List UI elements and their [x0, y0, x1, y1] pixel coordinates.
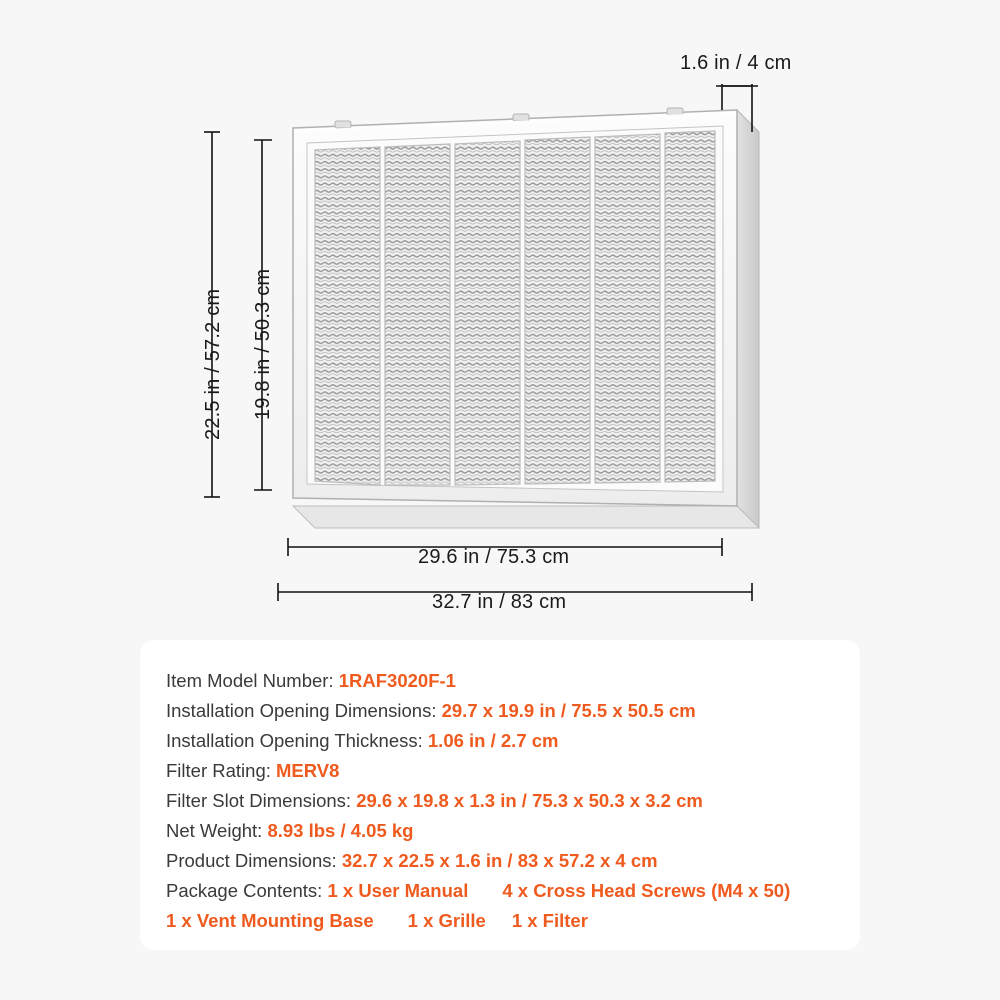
spec-row-filter-slot-dimensions — [166, 786, 860, 816]
specification-card — [140, 640, 860, 950]
package-item-mounting-base: 1 x Vent Mounting Base — [166, 909, 374, 931]
spec-value: 1.06 in / 2.7 cm — [427, 729, 559, 751]
spec-label: Net Weight: — [166, 819, 268, 841]
package-item-screws: 4 x Cross Head Screws (M4 x 50) — [502, 879, 791, 901]
spec-row-item-model-number — [166, 666, 860, 696]
return-air-filter-grille-illustration — [275, 88, 765, 533]
dimension-label-outer-height: 22.5 in / 57.2 cm — [202, 288, 224, 440]
spec-label: Filter Rating: — [166, 759, 277, 781]
spec-value: 29.6 x 19.8 x 1.3 in / 75.3 x 50.3 x 3.2 cm — [356, 789, 703, 811]
spec-label: Package Contents: — [166, 879, 328, 901]
specification-list — [140, 640, 860, 936]
spec-value: 1RAF3020F-1 — [338, 670, 456, 691]
spec-value: MERV8 — [276, 759, 340, 781]
spec-value: 29.7 x 19.9 in / 75.5 x 50.5 cm — [441, 699, 696, 721]
spec-label: Item Model Number: — [166, 670, 339, 691]
spec-label: Installation Opening Dimensions: — [166, 699, 442, 721]
spec-label: Product Dimensions: — [166, 849, 342, 871]
package-item-filter: 1 x Filter — [511, 909, 588, 931]
spec-row-net-weight — [166, 816, 860, 846]
dimension-label-outer-width: 32.7 in / 83 cm — [432, 591, 567, 613]
dimension-label-thickness: 1.6 in / 4 cm — [680, 52, 792, 74]
spec-row-installation-opening-thickness — [166, 726, 860, 756]
package-item-grille: 1 x Grille — [407, 909, 486, 931]
dimension-label-inner-width: 29.6 in / 75.3 cm — [418, 546, 570, 568]
spec-value: 8.93 lbs / 4.05 kg — [267, 819, 414, 841]
spec-row-installation-opening-dimensions — [166, 696, 860, 726]
spec-row-package-contents-line2 — [166, 906, 860, 936]
package-item-user-manual: 1 x User Manual — [327, 879, 469, 901]
spec-row-package-contents — [166, 876, 860, 906]
spec-label: Installation Opening Thickness: — [166, 729, 428, 751]
spec-row-product-dimensions — [166, 846, 860, 876]
spec-label: Filter Slot Dimensions: — [166, 789, 357, 811]
dimension-label-inner-height: 19.8 in / 50.3 cm — [252, 268, 274, 420]
spec-value: 32.7 x 22.5 x 1.6 in / 83 x 57.2 x 4 cm — [341, 849, 658, 871]
spec-row-filter-rating — [166, 756, 860, 786]
